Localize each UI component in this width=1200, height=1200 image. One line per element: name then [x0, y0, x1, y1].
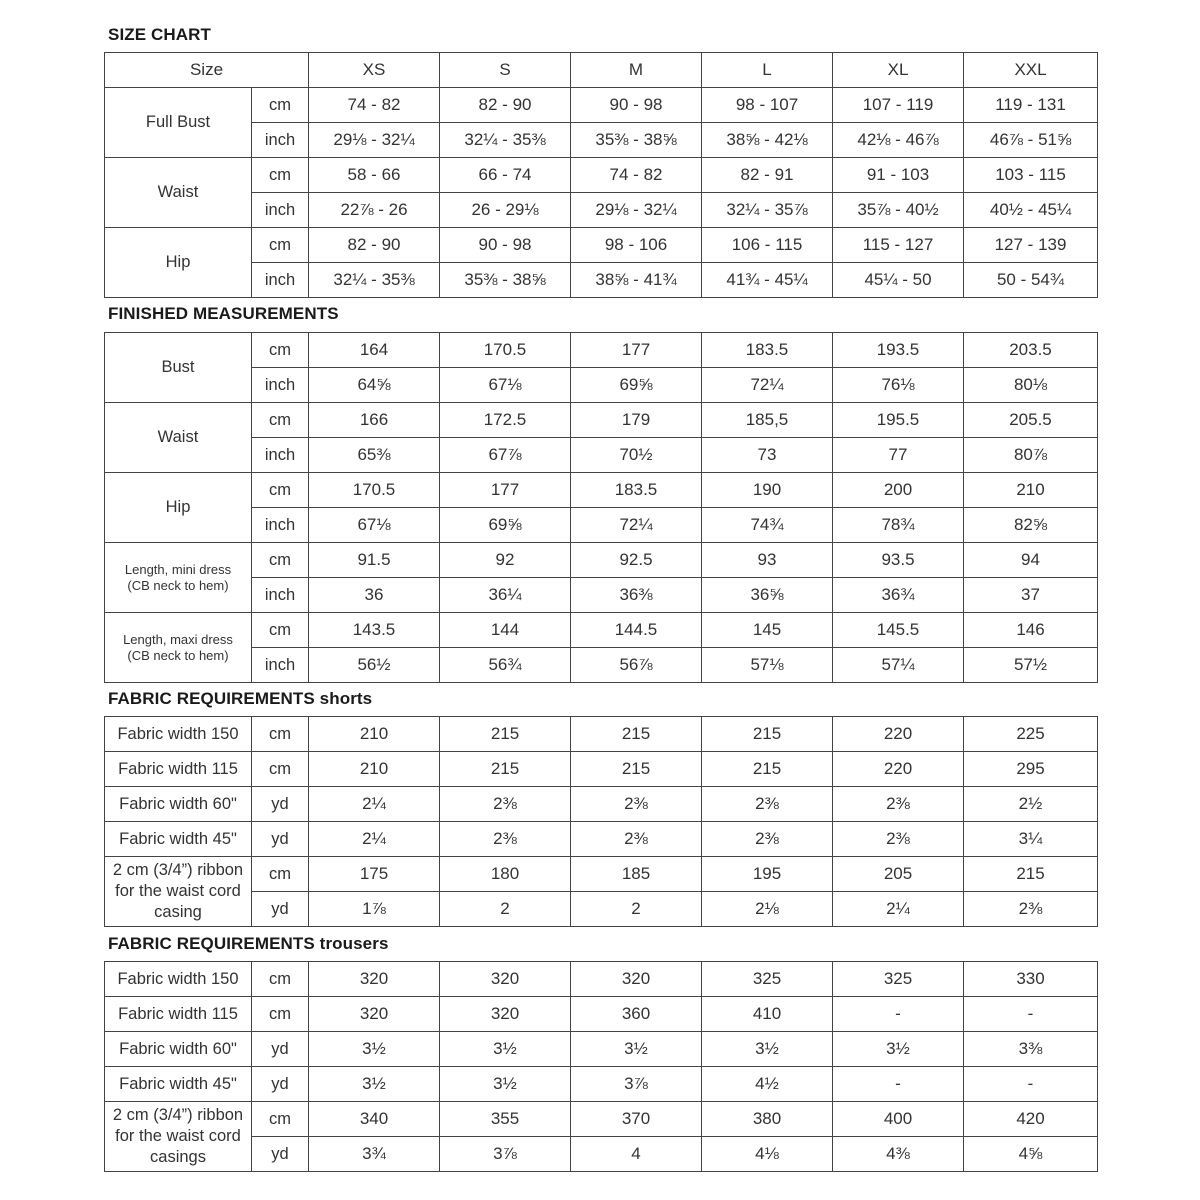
table-cell: 57¼	[833, 648, 964, 683]
unit-cm: cm	[252, 613, 309, 648]
fabric-width-label: Fabric width 115	[105, 752, 252, 787]
table-cell: 190	[702, 473, 833, 508]
table-cell: 67⅞	[440, 438, 571, 473]
trousers-row-3	[105, 1067, 1098, 1102]
table-cell: 205.5	[964, 403, 1098, 438]
table-cell: 82⅝	[964, 508, 1098, 543]
table-cell: 2⅜	[833, 787, 964, 822]
table-cell: 119 - 131	[964, 88, 1098, 123]
unit-cm: cm	[252, 717, 309, 752]
table-cell: 320	[440, 997, 571, 1032]
table-cell: 41¾ - 45¼	[702, 263, 833, 298]
shorts-row-1	[105, 752, 1098, 787]
table-cell: 3⅞	[440, 1137, 571, 1172]
unit-cm: cm	[252, 333, 309, 368]
table-cell: 69⅝	[571, 368, 702, 403]
table-cell: 66 - 74	[440, 158, 571, 193]
table-cell: 3⅜	[964, 1032, 1098, 1067]
table-cell: 78¾	[833, 508, 964, 543]
table-cell: 80⅞	[964, 438, 1098, 473]
table-cell: 185,5	[702, 403, 833, 438]
table-cell: 210	[309, 717, 440, 752]
table-cell: 380	[702, 1102, 833, 1137]
table-cell: 32¼ - 35⅜	[309, 263, 440, 298]
shorts-row-3	[105, 822, 1098, 857]
table-cell: 2⅛	[702, 892, 833, 927]
table-cell: 360	[571, 997, 702, 1032]
table-cell: 320	[309, 997, 440, 1032]
table-cell: 36¾	[833, 578, 964, 613]
size-header-l: L	[702, 53, 833, 88]
table-cell: 127 - 139	[964, 228, 1098, 263]
unit-yd: yd	[252, 787, 309, 822]
unit-cm: cm	[252, 228, 309, 263]
table-cell: 3½	[309, 1032, 440, 1067]
table-cell: 180	[440, 857, 571, 892]
size-row-hip-cm	[105, 228, 1098, 263]
table-cell: 4⅛	[702, 1137, 833, 1172]
table-cell: 193.5	[833, 333, 964, 368]
table-cell: 179	[571, 403, 702, 438]
measure-label-note: (CB neck to hem)	[127, 647, 229, 663]
fabric-width-label: Fabric width 150	[105, 962, 252, 997]
table-cell: 320	[571, 962, 702, 997]
fabric-width-label: Fabric width 150	[105, 717, 252, 752]
table-cell: 185	[571, 857, 702, 892]
table-cell: 35⅜ - 38⅝	[440, 263, 571, 298]
table-cell: 57½	[964, 648, 1098, 683]
finished-row-bust-inch	[105, 368, 1098, 403]
fabric-width-label: Fabric width 60"	[105, 1032, 252, 1067]
shorts-ribbon-row-cm	[105, 857, 1098, 892]
table-cell: 215	[440, 717, 571, 752]
table-cell: 1⅞	[309, 892, 440, 927]
finished-row-waist-cm	[105, 403, 1098, 438]
table-cell: 215	[702, 717, 833, 752]
finished-row-length-maxi-dress-inch	[105, 648, 1098, 683]
table-cell: 3½	[309, 1067, 440, 1102]
unit-cm: cm	[252, 158, 309, 193]
table-cell: -	[964, 997, 1098, 1032]
shorts-fabric-table	[104, 716, 1098, 927]
measure-label-waist: Waist	[105, 403, 252, 473]
unit-inch: inch	[252, 578, 309, 613]
ribbon-label-line: for the waist cord	[115, 882, 241, 900]
table-cell: 203.5	[964, 333, 1098, 368]
table-cell: 170.5	[440, 333, 571, 368]
table-cell: 38⅝ - 42⅛	[702, 123, 833, 158]
fabric-width-label: Fabric width 115	[105, 997, 252, 1032]
table-cell: 195	[702, 857, 833, 892]
table-cell: 56½	[309, 648, 440, 683]
table-cell: 36	[309, 578, 440, 613]
table-cell: 42⅛ - 46⅞	[833, 123, 964, 158]
table-cell: 183.5	[702, 333, 833, 368]
ribbon-label	[105, 857, 252, 927]
table-cell: 210	[309, 752, 440, 787]
trousers-row-2	[105, 1032, 1098, 1067]
table-cell: 4⅝	[964, 1137, 1098, 1172]
table-cell: 3½	[440, 1067, 571, 1102]
table-cell: 215	[571, 752, 702, 787]
trousers-row-0	[105, 962, 1098, 997]
table-cell: 94	[964, 543, 1098, 578]
size-header-m: M	[571, 53, 702, 88]
table-cell: 2⅜	[571, 822, 702, 857]
table-cell: 3½	[571, 1032, 702, 1067]
table-cell: 325	[702, 962, 833, 997]
ribbon-label-line: for the waist cord	[115, 1127, 241, 1145]
table-cell: 29⅛ - 32¼	[571, 193, 702, 228]
unit-cm: cm	[252, 857, 309, 892]
table-cell: 4½	[702, 1067, 833, 1102]
table-cell: 400	[833, 1102, 964, 1137]
table-cell: -	[833, 997, 964, 1032]
table-cell: -	[964, 1067, 1098, 1102]
fabric-width-label: Fabric width 45"	[105, 1067, 252, 1102]
unit-yd: yd	[252, 1067, 309, 1102]
measure-label-line: Length, maxi dress	[123, 631, 233, 647]
table-cell: 410	[702, 997, 833, 1032]
table-cell: 4⅜	[833, 1137, 964, 1172]
finished-row-waist-inch	[105, 438, 1098, 473]
table-cell: 80⅛	[964, 368, 1098, 403]
table-cell: 82 - 90	[309, 228, 440, 263]
finished-row-length-mini-dress-cm	[105, 543, 1098, 578]
table-cell: 143.5	[309, 613, 440, 648]
table-cell: 58 - 66	[309, 158, 440, 193]
table-cell: 64⅝	[309, 368, 440, 403]
table-cell: 69⅝	[440, 508, 571, 543]
unit-cm: cm	[252, 403, 309, 438]
measure-label-full-bust: Full Bust	[105, 88, 252, 158]
table-cell: 2⅜	[702, 822, 833, 857]
table-cell: 215	[702, 752, 833, 787]
unit-cm: cm	[252, 962, 309, 997]
finished-row-hip-cm	[105, 473, 1098, 508]
table-cell: 98 - 106	[571, 228, 702, 263]
table-cell: 70½	[571, 438, 702, 473]
table-cell: 2½	[964, 787, 1098, 822]
table-cell: 93.5	[833, 543, 964, 578]
trousers-row-1	[105, 997, 1098, 1032]
table-cell: 76⅛	[833, 368, 964, 403]
table-cell: 37	[964, 578, 1098, 613]
size-header-xxl: XXL	[964, 53, 1098, 88]
table-cell: 36¼	[440, 578, 571, 613]
table-cell: 215	[964, 857, 1098, 892]
table-cell: 320	[309, 962, 440, 997]
table-cell: 170.5	[309, 473, 440, 508]
trousers-fabric-table	[104, 961, 1098, 1172]
measure-label-waist: Waist	[105, 158, 252, 228]
size-chart-title: SIZE CHART	[108, 25, 211, 44]
table-cell: -	[833, 1067, 964, 1102]
table-cell: 82 - 91	[702, 158, 833, 193]
table-cell: 205	[833, 857, 964, 892]
size-chart-table	[104, 52, 1098, 298]
table-cell: 56⅞	[571, 648, 702, 683]
table-cell: 82 - 90	[440, 88, 571, 123]
table-cell: 146	[964, 613, 1098, 648]
table-cell: 56¾	[440, 648, 571, 683]
table-cell: 183.5	[571, 473, 702, 508]
table-cell: 145.5	[833, 613, 964, 648]
finished-row-length-mini-dress-inch	[105, 578, 1098, 613]
table-cell: 74 - 82	[571, 158, 702, 193]
table-cell: 92.5	[571, 543, 702, 578]
trousers-ribbon-row-cm	[105, 1102, 1098, 1137]
ribbon-label-line: 2 cm (3/4”) ribbon	[112, 1106, 244, 1124]
table-cell: 2⅜	[702, 787, 833, 822]
table-cell: 98 - 107	[702, 88, 833, 123]
table-cell: 295	[964, 752, 1098, 787]
size-header-label: Size	[105, 53, 309, 88]
table-cell: 32¼ - 35⅞	[702, 193, 833, 228]
table-cell: 2¼	[309, 787, 440, 822]
table-cell: 2¼	[833, 892, 964, 927]
table-cell: 420	[964, 1102, 1098, 1137]
table-cell: 175	[309, 857, 440, 892]
measure-label-line: Length, mini dress	[124, 561, 232, 577]
table-cell: 91.5	[309, 543, 440, 578]
table-cell: 72¼	[571, 508, 702, 543]
table-cell: 50 - 54¾	[964, 263, 1098, 298]
size-row-waist-inch	[105, 193, 1098, 228]
unit-yd: yd	[252, 892, 309, 927]
measure-label-hip: Hip	[105, 473, 252, 543]
table-cell: 35⅞ - 40½	[833, 193, 964, 228]
ribbon-label-line: casings	[150, 1148, 206, 1166]
unit-cm: cm	[252, 88, 309, 123]
table-cell: 2	[440, 892, 571, 927]
unit-inch: inch	[252, 648, 309, 683]
table-cell: 73	[702, 438, 833, 473]
table-cell: 3⅞	[571, 1067, 702, 1102]
table-cell: 92	[440, 543, 571, 578]
table-cell: 210	[964, 473, 1098, 508]
table-cell: 325	[833, 962, 964, 997]
size-header-xl: XL	[833, 53, 964, 88]
size-row-full-bust-cm	[105, 88, 1098, 123]
unit-inch: inch	[252, 263, 309, 298]
table-cell: 144	[440, 613, 571, 648]
measure-label-note: (CB neck to hem)	[127, 577, 229, 593]
table-cell: 77	[833, 438, 964, 473]
table-cell: 46⅞ - 51⅝	[964, 123, 1098, 158]
unit-yd: yd	[252, 822, 309, 857]
table-cell: 45¼ - 50	[833, 263, 964, 298]
table-cell: 215	[571, 717, 702, 752]
table-cell: 65⅜	[309, 438, 440, 473]
size-row-waist-cm	[105, 158, 1098, 193]
table-cell: 40½ - 45¼	[964, 193, 1098, 228]
ribbon-label	[105, 1102, 252, 1172]
size-header-xs: XS	[309, 53, 440, 88]
trousers-fabric-title: FABRIC REQUIREMENTS trousers	[108, 934, 389, 953]
table-cell: 3¾	[309, 1137, 440, 1172]
finished-measurements-title: FINISHED MEASUREMENTS	[108, 304, 339, 323]
size-header-row	[105, 53, 1098, 88]
table-cell: 177	[440, 473, 571, 508]
measure-label-hip: Hip	[105, 228, 252, 298]
table-cell: 340	[309, 1102, 440, 1137]
finished-row-bust-cm	[105, 333, 1098, 368]
table-cell: 67⅛	[309, 508, 440, 543]
unit-cm: cm	[252, 1102, 309, 1137]
unit-inch: inch	[252, 508, 309, 543]
measure-label-bust: Bust	[105, 333, 252, 403]
table-cell: 115 - 127	[833, 228, 964, 263]
table-cell: 3¼	[964, 822, 1098, 857]
ribbon-label-line: casing	[154, 903, 202, 921]
table-cell: 2⅜	[833, 822, 964, 857]
table-cell: 3½	[702, 1032, 833, 1067]
table-cell: 74¾	[702, 508, 833, 543]
table-cell: 32¼ - 35⅜	[440, 123, 571, 158]
unit-inch: inch	[252, 123, 309, 158]
table-cell: 330	[964, 962, 1098, 997]
shorts-ribbon-row-yd	[105, 892, 1098, 927]
table-cell: 225	[964, 717, 1098, 752]
table-cell: 3½	[440, 1032, 571, 1067]
table-cell: 107 - 119	[833, 88, 964, 123]
table-cell: 38⅝ - 41¾	[571, 263, 702, 298]
shorts-row-0	[105, 717, 1098, 752]
table-cell: 145	[702, 613, 833, 648]
table-cell: 164	[309, 333, 440, 368]
table-cell: 320	[440, 962, 571, 997]
table-cell: 177	[571, 333, 702, 368]
unit-cm: cm	[252, 997, 309, 1032]
finished-row-hip-inch	[105, 508, 1098, 543]
unit-cm: cm	[252, 752, 309, 787]
table-cell: 2⅜	[440, 787, 571, 822]
table-cell: 355	[440, 1102, 571, 1137]
table-cell: 2¼	[309, 822, 440, 857]
table-cell: 220	[833, 752, 964, 787]
fabric-width-label: Fabric width 60"	[105, 787, 252, 822]
table-cell: 36⅝	[702, 578, 833, 613]
table-cell: 220	[833, 717, 964, 752]
unit-yd: yd	[252, 1032, 309, 1067]
table-cell: 36⅜	[571, 578, 702, 613]
table-cell: 4	[571, 1137, 702, 1172]
table-cell: 370	[571, 1102, 702, 1137]
size-row-full-bust-inch	[105, 123, 1098, 158]
fabric-width-label: Fabric width 45"	[105, 822, 252, 857]
trousers-ribbon-row-yd	[105, 1137, 1098, 1172]
finished-row-length-maxi-dress-cm	[105, 613, 1098, 648]
shorts-fabric-title: FABRIC REQUIREMENTS shorts	[108, 689, 373, 708]
table-cell: 106 - 115	[702, 228, 833, 263]
table-cell: 93	[702, 543, 833, 578]
unit-inch: inch	[252, 193, 309, 228]
unit-yd: yd	[252, 1137, 309, 1172]
unit-cm: cm	[252, 473, 309, 508]
size-row-hip-inch	[105, 263, 1098, 298]
table-cell: 2⅜	[440, 822, 571, 857]
size-header-s: S	[440, 53, 571, 88]
table-cell: 72¼	[702, 368, 833, 403]
shorts-row-2	[105, 787, 1098, 822]
table-cell: 172.5	[440, 403, 571, 438]
table-cell: 200	[833, 473, 964, 508]
table-cell: 166	[309, 403, 440, 438]
table-cell: 144.5	[571, 613, 702, 648]
ribbon-label-line: 2 cm (3/4”) ribbon	[112, 861, 244, 879]
table-cell: 35⅜ - 38⅝	[571, 123, 702, 158]
measure-label-length-maxi-dress	[105, 613, 252, 683]
table-cell: 90 - 98	[440, 228, 571, 263]
table-cell: 29⅛ - 32¼	[309, 123, 440, 158]
table-cell: 26 - 29⅛	[440, 193, 571, 228]
table-cell: 2⅜	[571, 787, 702, 822]
table-cell: 67⅛	[440, 368, 571, 403]
table-cell: 2	[571, 892, 702, 927]
unit-inch: inch	[252, 438, 309, 473]
finished-measurements-table	[104, 332, 1098, 683]
table-cell: 91 - 103	[833, 158, 964, 193]
table-cell: 215	[440, 752, 571, 787]
unit-cm: cm	[252, 543, 309, 578]
table-cell: 22⅞ - 26	[309, 193, 440, 228]
table-cell: 2⅜	[964, 892, 1098, 927]
table-cell: 195.5	[833, 403, 964, 438]
table-cell: 3½	[833, 1032, 964, 1067]
measure-label-length-mini-dress	[105, 543, 252, 613]
unit-inch: inch	[252, 368, 309, 403]
table-cell: 90 - 98	[571, 88, 702, 123]
table-cell: 103 - 115	[964, 158, 1098, 193]
table-cell: 57⅛	[702, 648, 833, 683]
table-cell: 74 - 82	[309, 88, 440, 123]
